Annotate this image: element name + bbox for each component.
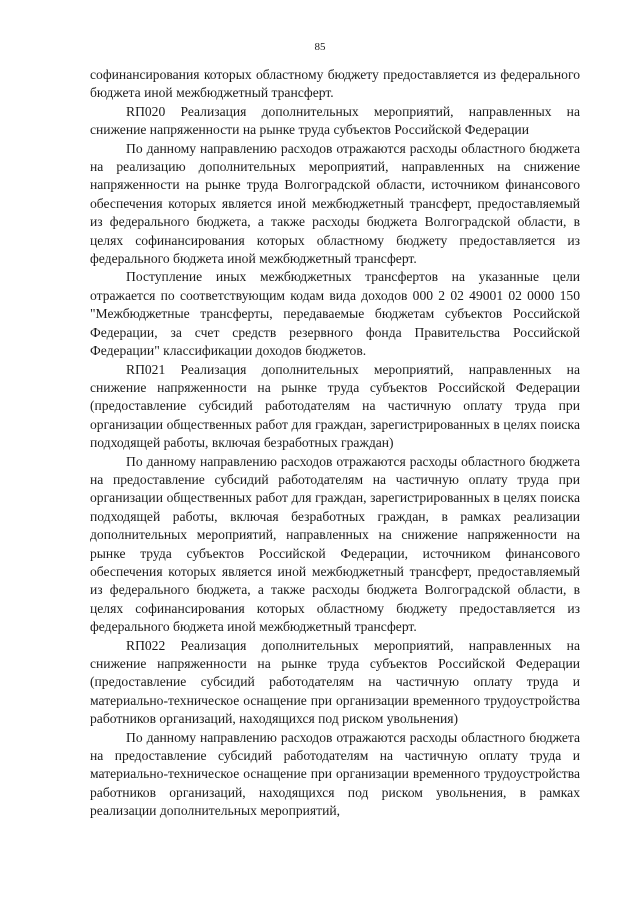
section-heading-rp020: RП020 Реализация дополнительных мероприятий, направленных на снижение напряженности на рынке труда субъектов Российской Федерации [90, 103, 580, 138]
page-number: 85 [314, 41, 326, 53]
paragraph-rp021-description: По данному направлению расходов отражаются расходы областного бюджета на предоставление субсидий работодателям на частичную оплату труда при организации общественных работ для граждан, зарегистрированных в целях поиска подходящей работы, включая безработных граждан, в рамках реализации дополнительных мероприятий, направленных на снижение напряженности на рынке труда субъектов Российской Федерации, источником финансового обеспечения которых является иной межбюджетный трансферт, предоставляемый из федерального бюджета, а также расходы бюджета Волгоградской области, в целях софинансирования которых областному бюджету предоставляется из федерального бюджета иной межбюджетный трансферт. [90, 453, 580, 635]
document-body [90, 66, 580, 821]
section-heading-rp022: RП022 Реализация дополнительных мероприятий, направленных на снижение напряженности на рынке труда субъектов Российской Федерации (предоставление субсидий работодателям на частичную оплату труда и материально-техническое оснащение при организации временного трудоустройства работников организаций, находящихся под риском увольнения) [90, 637, 580, 727]
paragraph-rp020-revenue-codes: Поступление иных межбюджетных трансфертов на указанные цели отражается по соответствующим кодам вида доходов 000 2 02 49001 02 0000 150 "Межбюджетные трансферты, передаваемые бюджетам субъектов Российской Федерации, за счет средств резервного фонда Правительства Российской Федерации" классификации доходов бюджетов. [90, 269, 580, 359]
paragraph-rp022-description: По данному направлению расходов отражаются расходы областного бюджета на предоставление субсидий работодателям на частичную оплату труда и материально-техническое оснащение при организации временного трудоустройства работников организаций, находящихся под риском увольнения, в рамках реализации дополнительных мероприятий, [90, 729, 580, 819]
paragraph-continuation: софинансирования которых областному бюджету предоставляется из федерального бюджета иной межбюджетный трансферт. [90, 67, 580, 101]
section-heading-rp021: RП021 Реализация дополнительных мероприятий, направленных на снижение напряженности на рынке труда субъектов Российской Федерации (предоставление субсидий работодателям на частичную оплату труда при организации общественных работ для граждан, зарегистрированных в целях поиска подходящей работы, включая безработных граждан) [90, 361, 580, 451]
paragraph-rp020-description: По данному направлению расходов отражаются расходы областного бюджета на реализацию дополнительных мероприятий, направленных на снижение напряженности на рынке труда Волгоградской области, источником финансового обеспечения которых является иной межбюджетный трансферт, предоставляемый из федерального бюджета, а также расходы бюджета Волгоградской области, в целях софинансирования которых областному бюджету предоставляется из федерального бюджета иной межбюджетный трансферт. [90, 140, 580, 267]
